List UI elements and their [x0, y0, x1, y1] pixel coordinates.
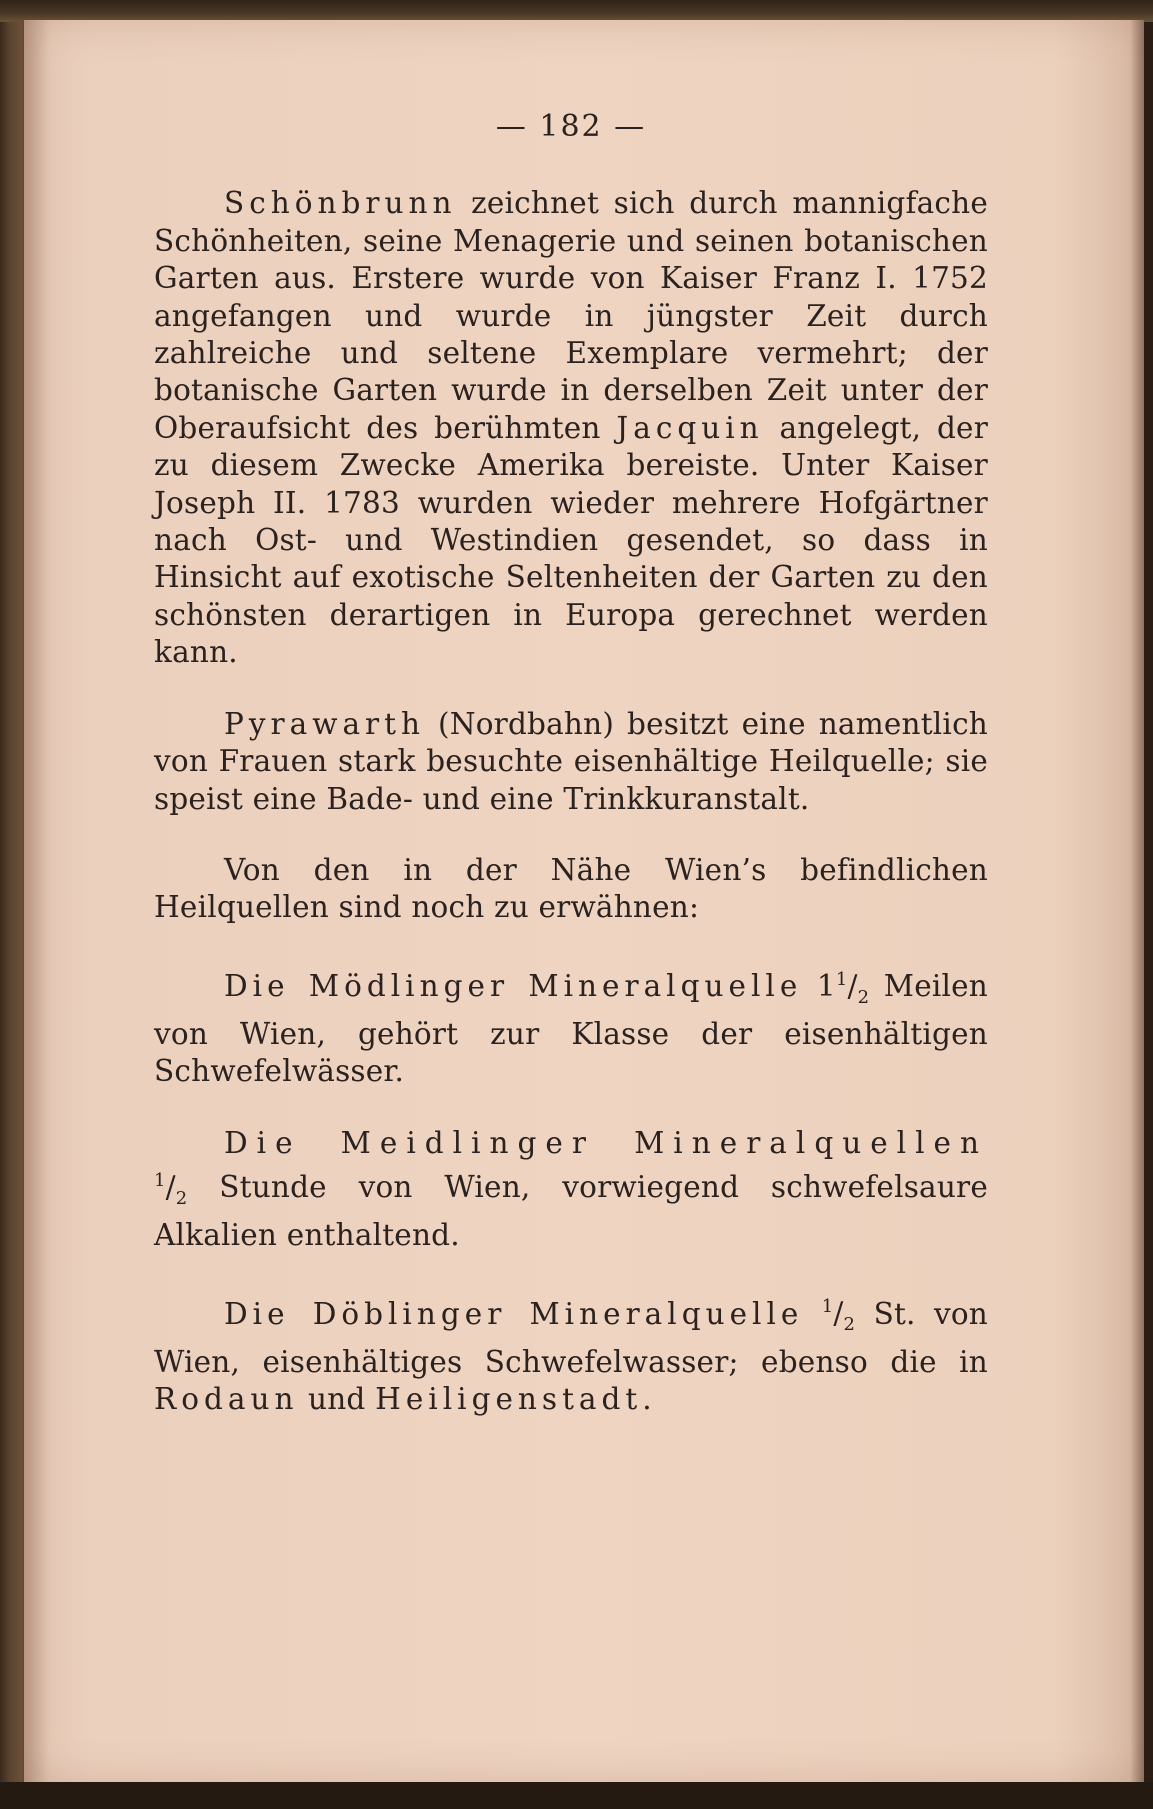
fraction-half: $^1/_2$ [154, 1169, 188, 1209]
page-right-edge [1130, 20, 1144, 1782]
scan-bottom-edge [0, 1782, 1153, 1809]
paragraph-text: Meilen von Wien, gehört zur Klasse der eisenhältigen Schwefelwässer. [154, 968, 988, 1089]
fraction-numerator: 1 [835, 968, 848, 990]
paragraph-schoenbrunn [154, 185, 988, 671]
paragraph-text: und [298, 1382, 376, 1417]
fraction-denominator: 2 [843, 1314, 856, 1336]
paragraph-moedlinger [154, 961, 988, 1091]
paragraph-text: angelegt, der zu diesem Zwecke Amerika bereiste. Unter Kaiser Joseph II. 1783 wurden wieder mehrere Hofgärtner nach Ost- und Westindien gesendet, so dass in Hinsicht auf exotische Seltenheiten der Garten zu den schönsten derartigen in Europa gerechnet werden kann. [154, 410, 988, 670]
fraction-denominator: 2 [857, 986, 870, 1008]
spaced-heading-pyrawarth: Pyrawarth [224, 706, 425, 741]
paragraph-text: (Nordbahn) besitzt eine namentlich von Frauen stark besuchte eisenhältige Heilquelle; sie speist eine Bade- und eine Trinkkuranstalt. [154, 706, 988, 816]
fraction-numerator: 1 [154, 1170, 166, 1192]
page-number: — 182 — [495, 109, 647, 144]
paragraph-text: St. von Wien, eisenhältiges Schwefelwasser; ebenso die in [154, 1296, 988, 1379]
spaced-name-jacquin: Jacquin [616, 410, 764, 445]
fraction-numerator: 1 [821, 1296, 834, 1318]
spaced-place-rodaun: Rodaun [154, 1382, 299, 1417]
paragraph-text: zeichnet sich durch mannigfache Schönheiten, seine Menagerie und seinen botanischen Garten aus. Erstere wurde von Kaiser Franz I. 1752 angefangen und wurde in jüngster Zeit durch zahlreiche und seltene Exemplare vermehrt; der botanische Garten wurde in derselben Zeit unter der Oberaufsicht des berühmten [154, 186, 988, 445]
paragraph-text: Von den in der Nähe Wien’s befindlichen Heilquellen sind noch zu erwähnen: [154, 852, 988, 925]
spaced-heading-doeblinger: Die Döblinger Mineralquelle [224, 1296, 804, 1331]
paragraph-pyrawarth [154, 706, 988, 818]
scan-top-edge [0, 0, 1153, 22]
paragraph-text: . [642, 1382, 652, 1417]
fraction-denominator: 2 [175, 1187, 188, 1209]
paragraph-doeblinger [154, 1289, 988, 1419]
fraction-half: $^1/_2$ [821, 1296, 856, 1336]
paragraph-meidlinger [154, 1125, 988, 1255]
fraction-one-and-half: $1^1/_2$ [816, 968, 870, 1008]
page-gutter-shadow [24, 20, 50, 1782]
spaced-heading-moedlinger: Die Mödlinger Mineralquelle [224, 968, 803, 1003]
paragraph-text: Stunde von Wien, vorwiegend schwefelsaure Alkalien enthaltend. [154, 1169, 988, 1253]
spaced-heading-schoenbrunn: Schönbrunn [224, 186, 457, 221]
paragraph-heilquellen [154, 852, 988, 927]
page-text [154, 108, 988, 1453]
fraction-whole: 1 [816, 968, 836, 1003]
spaced-place-heiligenstadt: Heiligenstadt [375, 1382, 643, 1417]
spaced-heading-meidlinger: Die Meidlinger Mineralquellen [224, 1125, 988, 1160]
